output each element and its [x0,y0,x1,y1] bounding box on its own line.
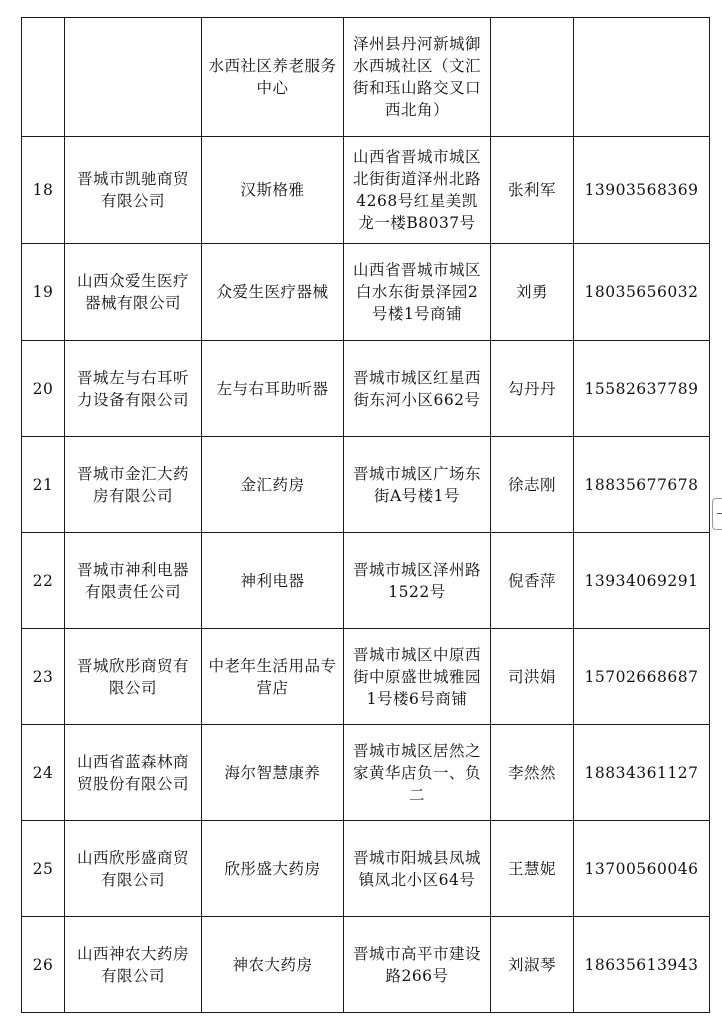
table-row [22,341,710,437]
company-name: 山西欣彤盛商贸有限公司 [65,821,202,917]
store-name: 水西社区养老服务中心 [202,18,344,137]
contact-person: 司洪娟 [491,629,574,725]
company-name: 晋城市神利电器有限责任公司 [65,533,202,629]
phone-number: 15702668687 [574,629,710,725]
store-address: 晋城市阳城县凤城镇凤北小区64号 [344,821,491,917]
phone-number: 18835677678 [574,437,710,533]
phone-number: 13700560046 [574,821,710,917]
table-row [22,137,710,244]
phone-number [574,18,710,137]
table-row [22,244,710,341]
store-address: 晋城市高平市建设路266号 [344,917,491,1013]
company-name: 晋城欣彤商贸有限公司 [65,629,202,725]
row-number: 22 [22,533,65,629]
store-name: 神利电器 [202,533,344,629]
store-name: 金汇药房 [202,437,344,533]
phone-number: 18834361127 [574,725,710,821]
minus-icon [717,513,722,514]
store-name: 中老年生活用品专营店 [202,629,344,725]
table-row [22,917,710,1013]
row-number: 25 [22,821,65,917]
company-name: 晋城左与右耳听力设备有限公司 [65,341,202,437]
store-address: 晋城市城区居然之家黄华店负一、负二 [344,725,491,821]
phone-number: 13903568369 [574,137,710,244]
store-address: 泽州县丹河新城御水西城社区（文汇街和珏山路交叉口西北角） [344,18,491,137]
phone-number: 13934069291 [574,533,710,629]
table-row [22,725,710,821]
contact-person [491,18,574,137]
store-address: 晋城市城区广场东街A号楼1号 [344,437,491,533]
table-row [22,629,710,725]
table-row [22,821,710,917]
contact-person: 刘淑琴 [491,917,574,1013]
contact-person: 勾丹丹 [491,341,574,437]
contact-person: 徐志刚 [491,437,574,533]
store-name: 汉斯格雅 [202,137,344,244]
row-number: 26 [22,917,65,1013]
contact-person: 刘勇 [491,244,574,341]
store-address: 晋城市城区泽州路1522号 [344,533,491,629]
phone-number: 18635613943 [574,917,710,1013]
table-row [22,437,710,533]
phone-number: 15582637789 [574,341,710,437]
company-name: 山西省蓝森林商贸股份有限公司 [65,725,202,821]
store-name: 欣彤盛大药房 [202,821,344,917]
row-number: 20 [22,341,65,437]
company-name: 晋城市金汇大药房有限公司 [65,437,202,533]
row-number: 18 [22,137,65,244]
store-address: 山西省晋城市城区白水东街景泽园2号楼1号商铺 [344,244,491,341]
table-row [22,18,710,137]
contact-person: 倪香萍 [491,533,574,629]
contact-person: 张利军 [491,137,574,244]
side-collapse-tab[interactable] [712,498,722,530]
row-number [22,18,65,137]
store-name: 海尔智慧康养 [202,725,344,821]
store-name: 众爱生医疗器械 [202,244,344,341]
store-name: 神农大药房 [202,917,344,1013]
table-row [22,533,710,629]
contact-person: 李然然 [491,725,574,821]
row-number: 24 [22,725,65,821]
company-name: 山西神农大药房有限公司 [65,917,202,1013]
store-address: 晋城市城区红星西街东河小区662号 [344,341,491,437]
company-name: 山西众爱生医疗器械有限公司 [65,244,202,341]
company-name [65,18,202,137]
phone-number: 18035656032 [574,244,710,341]
store-name: 左与右耳助听器 [202,341,344,437]
row-number: 21 [22,437,65,533]
merchant-table [21,17,710,1013]
store-address: 山西省晋城市城区北街街道泽州北路4268号红星美凯龙一楼B8037号 [344,137,491,244]
row-number: 23 [22,629,65,725]
row-number: 19 [22,244,65,341]
company-name: 晋城市凯驰商贸有限公司 [65,137,202,244]
store-address: 晋城市城区中原西街中原盛世城雅园1号楼6号商铺 [344,629,491,725]
contact-person: 王慧妮 [491,821,574,917]
